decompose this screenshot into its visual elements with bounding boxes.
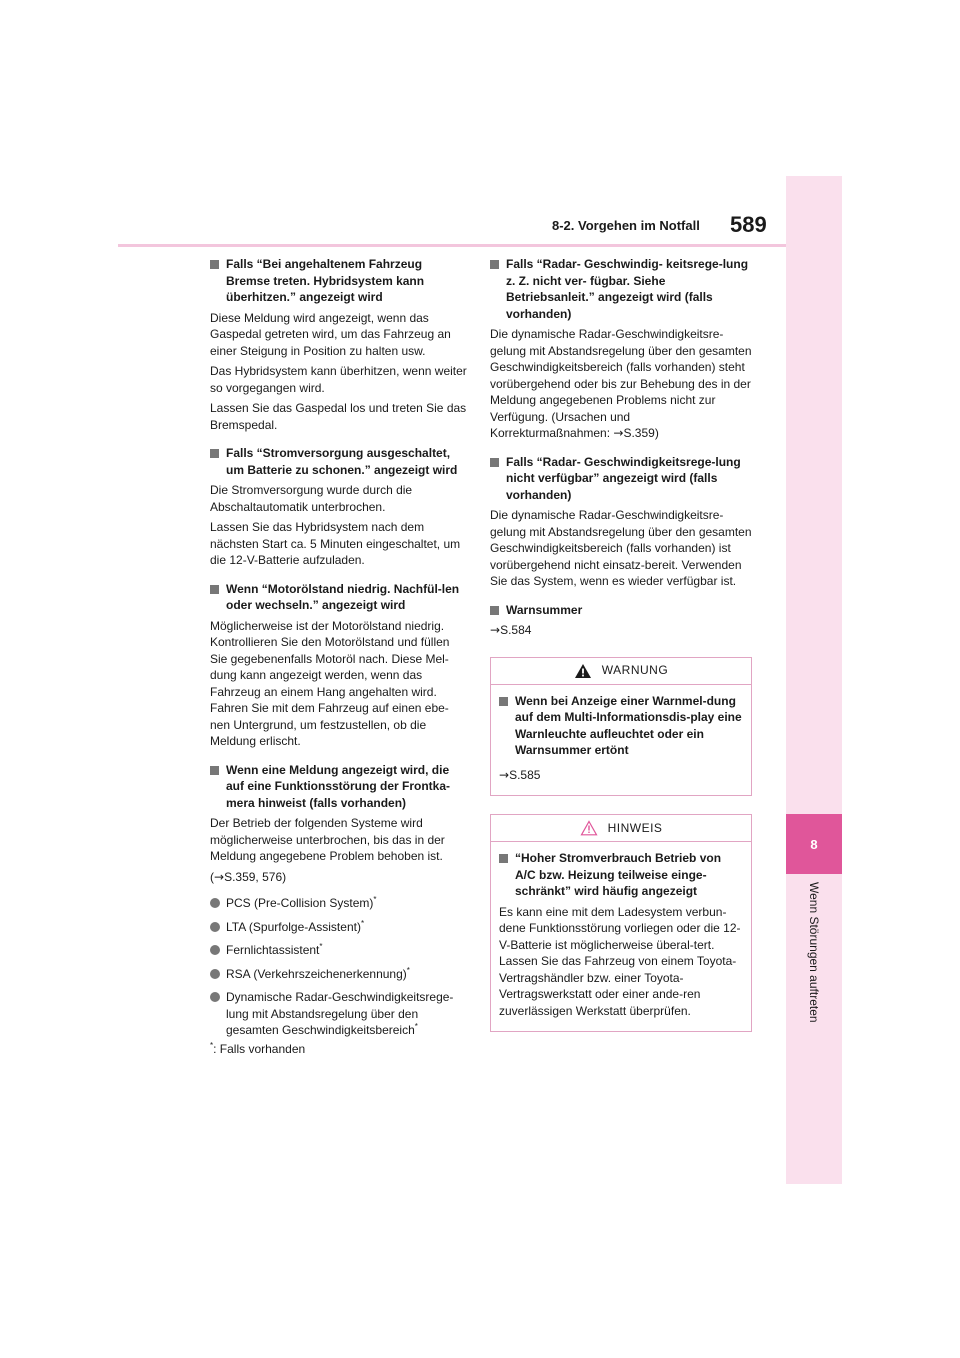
paragraph: Die dynamische Radar-Geschwindigkeitsre-gelung mit Abstandsregelung über den gesamten Geschwindigkeitsbereich (falls vorhanden) steht vorübergehend oder bis zur Behebung des in der Meldung angegebenen Problems nicht zur Verfügung. (Ursachen und Korrekturmaßnahmen: →S.359)	[490, 327, 752, 440]
section-heading	[490, 256, 752, 322]
list-item: Dynamische Radar-Geschwindigkeitsrege-lung mit Abstandsregelung über den gesamten Geschwindigkeitsbereich*	[210, 989, 468, 1039]
left-column	[210, 256, 468, 1069]
page-link[interactable]: S.585	[509, 767, 541, 782]
heading-text: Warnsummer	[506, 602, 583, 617]
square-bullet-icon	[210, 449, 219, 458]
page-reference	[490, 622, 752, 639]
paragraph: Die dynamische Radar-Geschwindigkeitsre-gelung mit Abstandsregelung über den gesamten Geschwindigkeitsbereich (falls vorhanden) ist vorübergehend nicht einsatz-bereit. Verwenden Sie das System, wenn es wieder verfügbar ist.	[490, 508, 752, 588]
section-heading	[210, 581, 468, 614]
list-item: RSA (Verkehrszeichenerkennung)*	[210, 966, 468, 983]
section-oil-level	[210, 581, 468, 750]
section-heading	[210, 256, 468, 306]
section-heading	[490, 602, 752, 619]
section-power-off	[210, 445, 468, 569]
footnote-marker: *	[319, 942, 323, 951]
page-link[interactable]: S.584	[500, 623, 532, 637]
section-front-camera	[210, 762, 468, 1058]
page-reference	[499, 767, 743, 784]
warning-triangle-icon	[574, 663, 592, 679]
notice-box-body	[491, 842, 751, 1031]
heading-text: Falls “Bei angehaltenem Fahrzeug Bremse treten. Hybridsystem kann überhitzen.” angezeigt wird	[226, 257, 425, 304]
round-bullet-icon	[210, 992, 220, 1002]
section-heading	[210, 445, 468, 478]
paragraph: Diese Meldung wird angezeigt, wenn das Gaspedal getreten wird, um das Fahrzeug an einer Steigung in Position zu halten usw.	[210, 310, 451, 358]
paragraph: Die Stromversorgung wurde durch die Abschaltautomatik unterbrochen.	[210, 483, 413, 514]
paragraph: Das Hybridsystem kann überhitzen, wenn weiter so vorgegangen wird.	[210, 364, 467, 395]
arrow-right-icon: →	[499, 767, 510, 782]
right-column	[490, 256, 752, 1032]
square-bullet-icon	[490, 458, 499, 467]
page-link[interactable]: S.359)	[623, 426, 659, 440]
chapter-number: 8	[810, 836, 818, 852]
round-bullet-icon	[210, 898, 220, 908]
paragraph: Möglicherweise ist der Motorölstand niedrig. Kontrollieren Sie den Motorölstand und füllen Sie gegebenenfalls Motoröl nach. Diese Mel-dung kann angezeigt werden, wenn das Fahrzeug an einem Hang angehalten wird. Fahren Sie mit dem Fahrzeug auf einen ebe-nen Untergrund, um festzustellen, ob die Meldung erlischt.	[210, 618, 450, 748]
section-heading	[490, 454, 752, 504]
arrow-right-icon: →	[490, 623, 501, 637]
heading-text: Wenn eine Meldung angezeigt wird, die auf eine Funktionsstörung der Frontka-mera hinweist (falls vorhanden)	[226, 762, 451, 810]
square-bullet-icon	[499, 854, 508, 863]
paragraph: Lassen Sie das Hybridsystem nach dem nächsten Start ca. 5 Minuten eingeschaltet, um die 12-V-Batterie aufzuladen.	[210, 520, 461, 567]
square-bullet-icon	[210, 585, 219, 594]
section-radar-unavailable-manual	[490, 256, 752, 442]
header-divider	[118, 244, 786, 247]
chapter-title: Wenn Störungen auftreten	[807, 882, 821, 1023]
page-reference: (→S.359, 576)	[210, 869, 287, 884]
arrow-right-icon: →	[613, 426, 624, 440]
footnote-marker: *	[210, 1040, 214, 1050]
caution-triangle-icon	[580, 820, 598, 836]
round-bullet-icon	[210, 922, 220, 932]
paragraph: Lassen Sie das Gaspedal los und treten Sie das Bremspedal.	[210, 401, 467, 432]
section-heading	[499, 693, 743, 759]
warning-box-body	[491, 685, 751, 796]
page-number: 589	[730, 212, 767, 237]
heading-text: Wenn “Motorölstand niedrig. Nachfül-len oder wechseln.” angezeigt wird	[226, 581, 460, 612]
footnote-marker: *	[360, 918, 365, 928]
list-item: Fernlichtassistent*	[210, 942, 468, 959]
chapter-number-box	[786, 814, 842, 874]
heading-text: Wenn bei Anzeige einer Warnmel-dung auf dem Multi-Informationsdis-play eine Warnleuchte aufleuchtet oder ein Warnsummer ertönt	[515, 693, 742, 757]
section-header-title: 8-2. Vorgehen im Notfall	[552, 218, 700, 233]
list-item: PCS (Pre-Collision System)*	[210, 895, 468, 912]
round-bullet-icon	[210, 969, 220, 979]
section-radar-unavailable	[490, 454, 752, 590]
notice-box-title: HINWEIS	[607, 820, 663, 835]
heading-text: Falls “Stromversorgung ausgeschaltet, um Batterie zu schonen.” angezeigt wird	[226, 446, 458, 477]
footnote-marker: *	[414, 1022, 418, 1031]
square-bullet-icon	[210, 260, 219, 269]
paragraph: Der Betrieb der folgenden Systeme wird möglicherweise unterbrochen, bis das in der Meldung angegebene Problem behoben ist.	[210, 816, 445, 863]
square-bullet-icon	[499, 697, 508, 706]
section-heading	[499, 850, 743, 900]
footnote-marker: *	[373, 895, 377, 904]
list-item: LTA (Spurfolge-Assistent)*	[210, 919, 468, 936]
notice-box-header	[491, 815, 751, 842]
section-heading	[210, 762, 468, 812]
warning-box-header	[491, 658, 751, 685]
section-buzzer	[490, 602, 752, 639]
notice-box	[490, 814, 752, 1032]
footnote-marker: *	[406, 965, 410, 975]
arrow-right-icon: →	[214, 869, 225, 884]
square-bullet-icon	[210, 766, 219, 775]
paragraph: Es kann eine mit dem Ladesystem verbun-dene Funktionsstörung vorliegen oder die 12-V-Batterie ist möglicherweise überal-tert. Lassen Sie das Fahrzeug von einem Toyota-Vertragshändler bzw. einer Toyota-Vertragswerkstatt oder einer ande-ren zuverlässigen Werkstatt überprüfen.	[499, 904, 741, 1018]
warning-box-title: WARNUNG	[601, 663, 669, 678]
square-bullet-icon	[490, 260, 499, 269]
warning-box	[490, 657, 752, 797]
square-bullet-icon	[490, 606, 499, 615]
heading-text: Falls “Radar- Geschwindigkeitsrege-lung nicht verfügbar” angezeigt wird (falls vorhanden)	[506, 454, 741, 502]
page-link[interactable]: S.359, 576)	[224, 869, 287, 884]
footnote: *: Falls vorhanden	[210, 1040, 306, 1056]
section-brake-overheat	[210, 256, 468, 433]
heading-text: “Hoher Stromverbrauch Betrieb von A/C bzw. Heizung teilweise einge-schränkt” wird häufig angezeigt	[515, 851, 722, 898]
round-bullet-icon	[210, 945, 220, 955]
heading-text: Falls “Radar- Geschwindig- keitsrege-lung z. Z. nicht ver- fügbar. Siehe Betriebsanleit.” angezeigt wird (falls vorhanden)	[506, 257, 749, 321]
